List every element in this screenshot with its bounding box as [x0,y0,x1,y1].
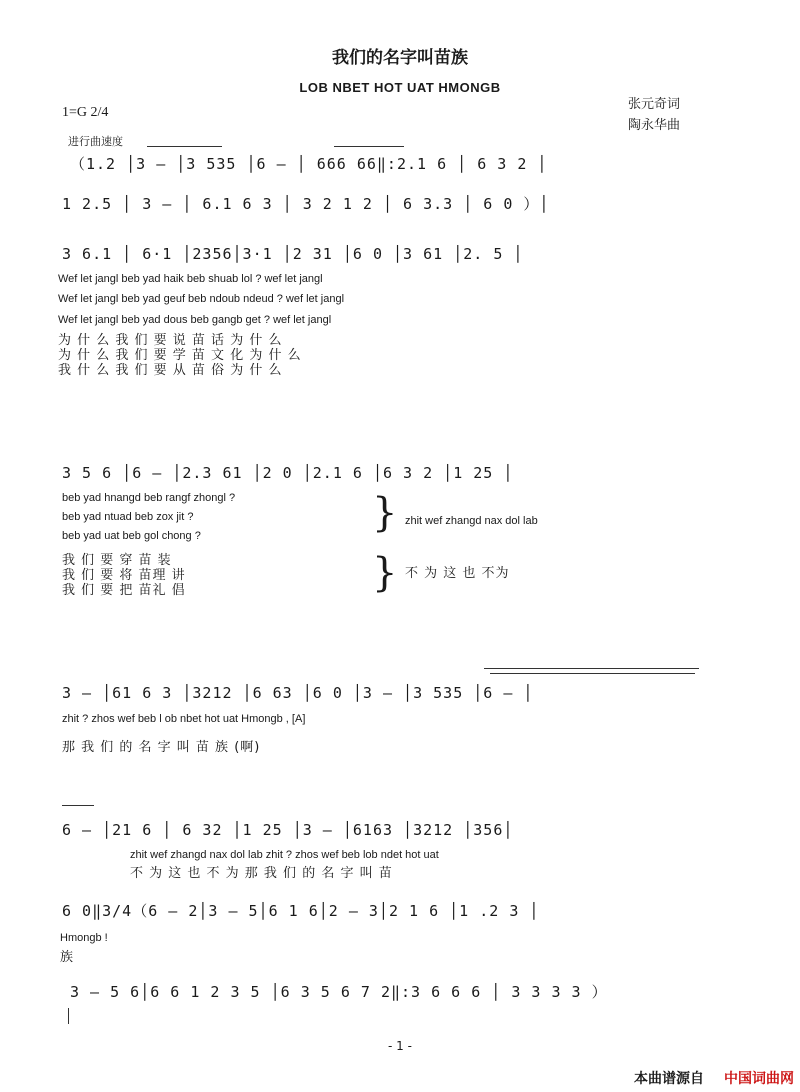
tie-mark [490,673,695,674]
tie-mark [62,805,94,806]
hanzi-line: 我 们 要 把 苗礼 倡 [62,583,186,598]
hanzi-line: 族 [60,950,75,965]
lyric-line: Wef let jangl beb yad haik beb shuab lol ? wef let jangl [58,273,323,285]
score-system-3: 3 6.1 │ 6·1 │2356│3·1 │2 31 │6 0 │3 61 │2. 5 │ [62,245,524,263]
tie-mark [334,146,404,147]
lyric-line: beb yad hnangd beb rangf zhongl ? [62,492,236,504]
hanzi-line: 我 什 么 我 们 要 从 苗 俗 为 什 么 [58,363,283,378]
hanzi-line: 不 为 这 也 不为 [405,566,510,581]
score-system-1: （1.2 │3 — │3 535 │6 — │ 666 66‖:2.1 6 │ 6 3 2 │ [70,155,548,173]
lyric-line: Wef let jangl beb yad dous beb gangb get ? wef let jangl [58,314,332,326]
song-title: 我们的名字叫苗族 [332,48,468,68]
score-system-7: 6 0‖3/4（6 — 2│3 — 5│6 1 6│2 — 3│2 1 6 │1 .2 3 │ [62,902,540,920]
tempo-marking: 进行曲速度 [68,135,123,148]
hanzi-line: 那 我 们 的 名 字 叫 苗 族 (啊) [62,740,261,755]
lyric-line: zhit wef zhangd nax dol lab [405,515,538,527]
score-system-5: 3 — │61 6 3 │3212 │6 63 │6 0 │3 — │3 535 │6 — │ [62,684,534,702]
lyric-line: Wef let jangl beb yad geuf beb ndoub ndeud ? wef let jangl [58,293,345,305]
hanzi-line: 我 们 要 穿 苗 装 [62,553,172,568]
page-number: - 1 - [388,1039,412,1053]
hanzi-line: 为 什 么 我 们 要 说 苗 话 为 什 么 [58,333,283,348]
tie-mark [147,146,222,147]
score-system-8: 3 — 5 6│6 6 1 2 3 5 │6 3 5 6 7 2‖:3 6 6 6 │ 3 3 3 3 ） [70,983,608,1001]
lyricist: 张元奇词 [628,97,681,112]
brace-mark: } [372,490,398,536]
composer: 陶永华曲 [628,118,681,133]
score-system-6: 6 — │21 6 │ 6 32 │1 25 │3 — │6163 │3212 │356│ [62,821,514,839]
hanzi-line: 不 为 这 也 不 为 那 我 们 的 名 字 叫 苗 [130,866,393,881]
lyric-line: Hmongb ! [60,932,108,944]
hanzi-line: 我 们 要 将 苗理 讲 [62,568,186,583]
tie-mark [484,668,699,669]
barline [68,1008,69,1024]
lyric-line: beb yad uat beb gol chong ? [62,530,201,542]
brace-mark: } [372,550,398,596]
score-system-2: 1 2.5 │ 3 — │ 6.1 6 3 │ 3 2 1 2 │ 6 3.3 │ 6 0 ）│ [62,195,550,213]
score-system-4: 3 5 6 │6 — │2.3 61 │2 0 │2.1 6 │6 3 2 │1 25 │ [62,464,514,482]
lyric-line: zhit ? zhos wef beb l ob nbet hot uat Hmongb , [A] [62,713,306,725]
site-watermark: 中国词曲网 [724,1071,794,1087]
lyric-line: beb yad ntuad beb zox jit ? [62,511,194,523]
hanzi-line: 为 什 么 我 们 要 学 苗 文 化 为 什 么 [58,348,302,363]
song-subtitle: LOB NBET HOT UAT HMONGB [299,80,501,95]
lyric-line: zhit wef zhangd nax dol lab zhit ? zhos wef beb lob ndet hot uat [130,849,439,861]
source-label: 本曲谱源自 [634,1071,704,1087]
key-signature: 1=G 2/4 [62,105,109,120]
